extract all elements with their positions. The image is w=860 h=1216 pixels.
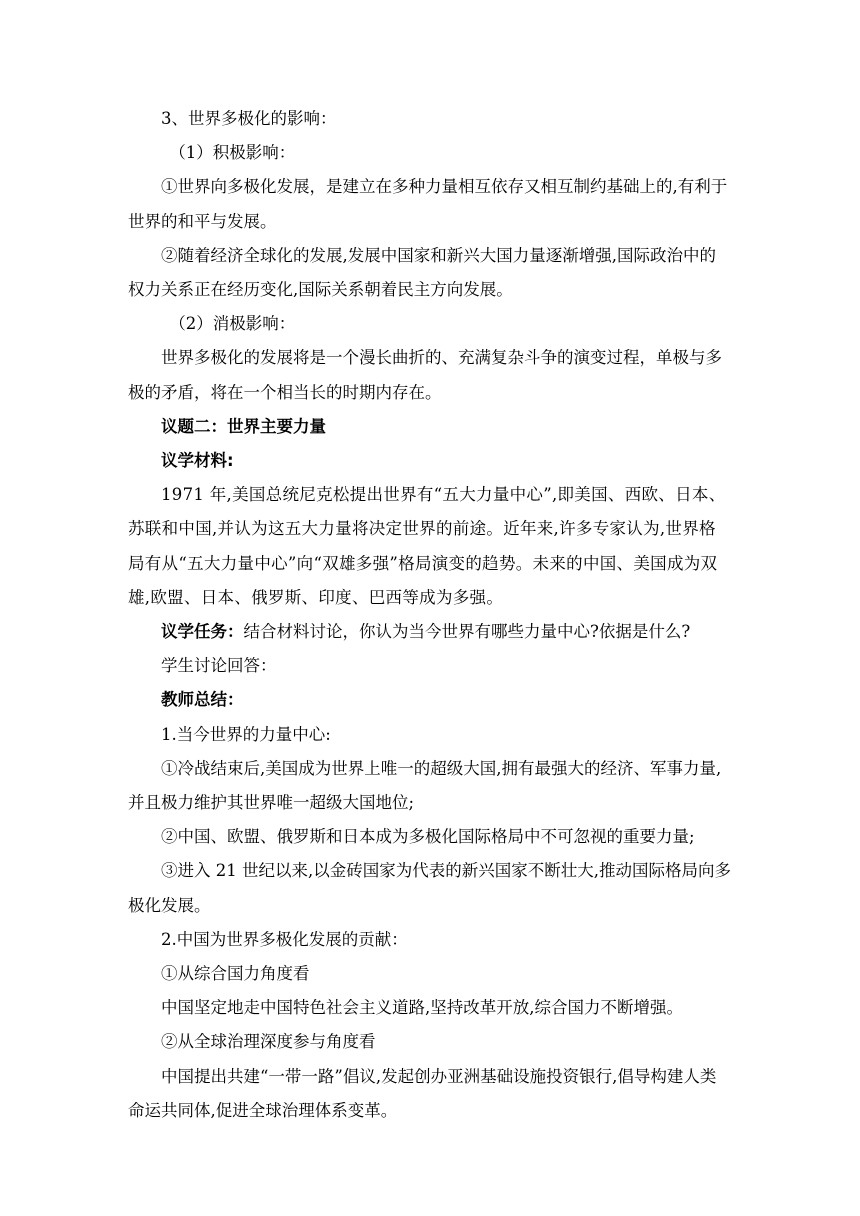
teacher-summary-heading: 教师总结： (161, 690, 244, 710)
student-discussion: 学生讨论回答： (161, 656, 277, 676)
summary-point-1-a: ①冷战结束后,美国成为世界上唯一的超级大国,拥有最强大的经济、军事力量,并且极力维护其世界唯一超级大国地位; (128, 758, 722, 813)
study-task-text: 结合材料讨论，你认为当今世界有哪些力量中心?依据是什么? (243, 622, 691, 642)
topic-two-heading: 议题二：世界主要力量 (161, 416, 326, 436)
section-heading-impact: 3、世界多极化的影响： (161, 109, 337, 128)
study-material-text: 1971 年,美国总统尼克松提出世界有“五大力量中心”,即美国、西欧、日本、苏联和中国,并认为这五大力量将决定世界的前途。近年来,许多专家认为,世界格局有从“五大力量中心”向“双雄多强”格局演变的趋势。未来的中国、美国成为双雄,欧盟、日本、俄罗斯、印度、巴西等成为多强。 (128, 485, 726, 607)
study-task-label: 议学任务： (161, 622, 244, 642)
subheading-positive: （1）积极影响： (169, 143, 296, 163)
subheading-negative: （2）消极影响： (169, 314, 296, 334)
summary-point-2-b-heading: ②从全球治理深度参与角度看 (161, 1032, 376, 1052)
summary-point-1: 1.当今世界的力量中心: (161, 724, 331, 744)
summary-point-2-b-text: 中国提出共建“一带一路”倡议,发起创办亚洲基础设施投资银行,倡导构建人类命运共同体,促进全球治理体系变革。 (128, 1066, 717, 1120)
paragraph-positive-1: ①世界向多极化发展，是建立在多种力量相互依存又相互制约基础上的,有利于世界的和平与发展。 (128, 177, 728, 231)
paragraph-negative: 世界多极化的发展将是一个漫长曲折的、充满复杂斗争的演变过程，单极与多极的矛盾，将在一个相当长的时期内存在。 (128, 348, 722, 402)
study-material-heading: 议学材料: (161, 451, 234, 471)
study-task (128, 615, 732, 649)
summary-point-1-c: ③进入 21 世纪以来,以金砖国家为代表的新兴国家不断壮大,推动国际格局向多极化发展。 (128, 861, 731, 915)
summary-point-1-b: ②中国、欧盟、俄罗斯和日本成为多极化国际格局中不可忽视的重要力量; (161, 827, 695, 847)
document-body (128, 102, 732, 1128)
paragraph-positive-2: ②随着经济全球化的发展,发展中国家和新兴大国力量逐渐增强,国际政治中的权力关系正在经历变化,国际关系朝着民主方向发展。 (128, 245, 716, 300)
summary-point-2-a-text: 中国坚定地走中国特色社会主义道路,坚持改革开放,综合国力不断增强。 (161, 998, 683, 1018)
summary-point-2: 2.中国为世界多极化发展的贡献： (161, 929, 408, 949)
summary-point-2-a-heading: ①从综合国力角度看 (161, 964, 310, 984)
